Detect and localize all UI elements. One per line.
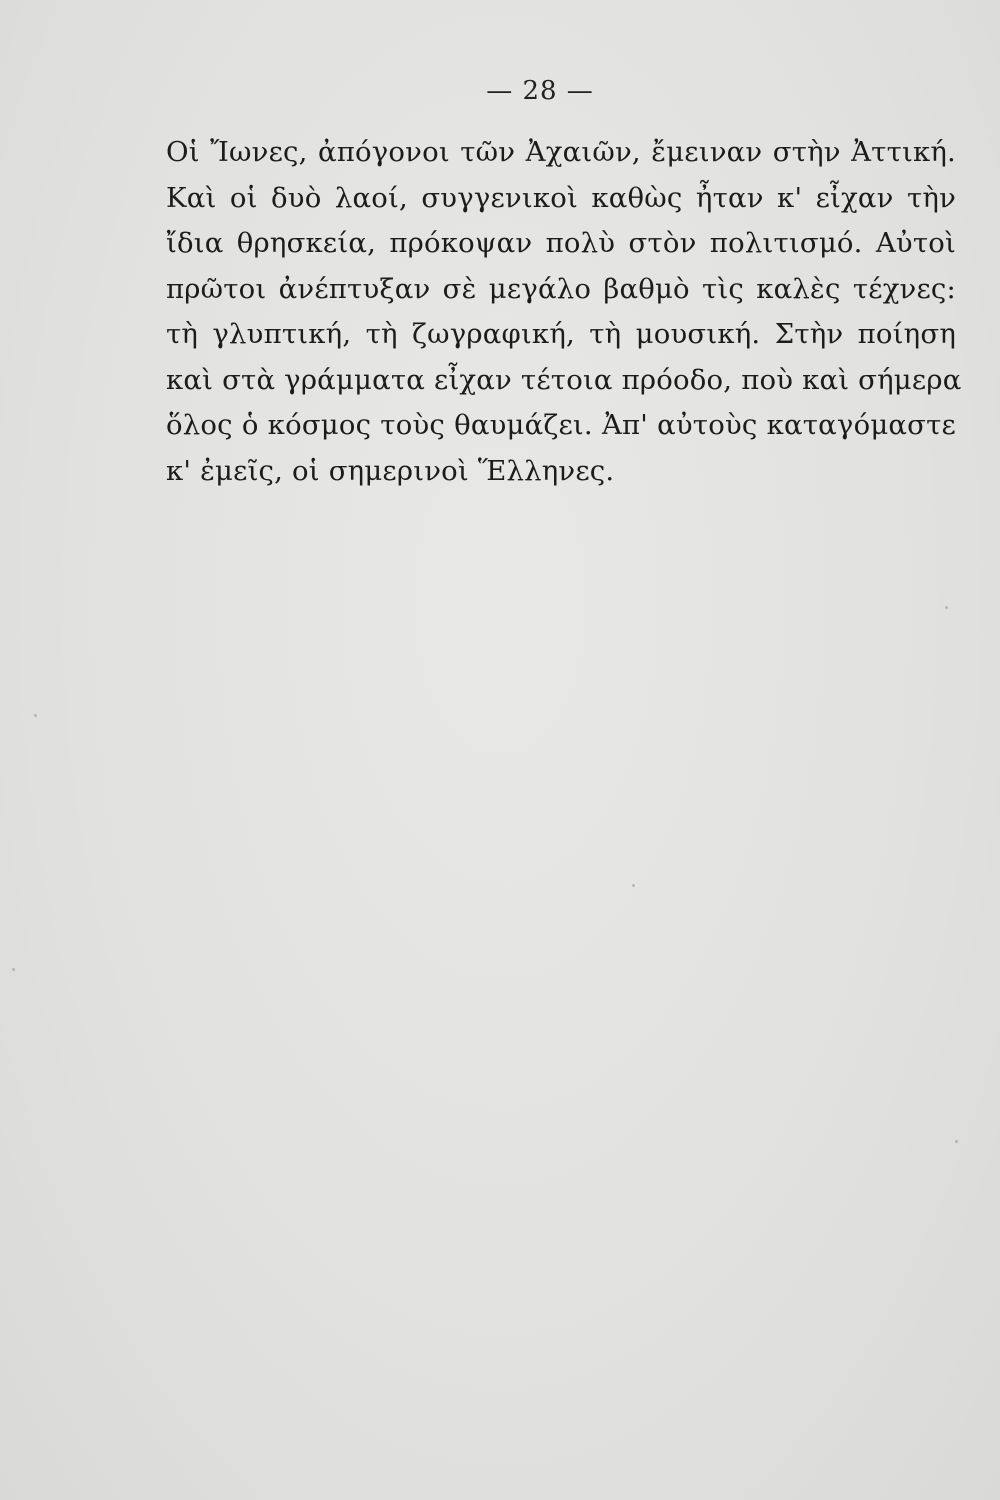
text-line: ἴδια θρησκεία, πρόκοψαν πολὺ στὸν πολιτισμό. Αὐτοὶ [166, 227, 956, 259]
body-paragraph [166, 130, 962, 494]
text-line: κ' ἐμεῖς, οἱ σημερινοὶ Ἕλληνες. [166, 454, 615, 487]
text-line: Καὶ οἱ δυὸ λαοί, συγγενικοὶ καθὼς ἦταν κ' εἶχαν τὴν [166, 181, 956, 214]
paper-speck [632, 884, 635, 887]
paper-speck [945, 606, 948, 609]
text-line: ὅλος ὁ κόσμος τοὺς θαυμάζει. Ἀπ' αὐτοὺς καταγόμαστε [166, 409, 956, 441]
text-line: πρῶτοι ἀνέπτυξαν σὲ μεγάλο βαθμὸ τὶς καλὲς τέχνες: [166, 272, 956, 305]
paper-speck [12, 968, 15, 971]
text-line: Οἱ Ἴωνες, ἀπόγονοι τῶν Ἀχαιῶν, ἔμειναν στὴν Ἀττική. [166, 136, 956, 168]
text-line: καὶ στὰ γράμματα εἶχαν τέτοια πρόοδο, ποὺ καὶ σήμερα [166, 363, 962, 396]
paper-speck [955, 1140, 958, 1143]
paper-speck [34, 714, 37, 717]
page-number: — 28 — [486, 76, 594, 106]
text-line: τὴ γλυπτική, τὴ ζωγραφική, τὴ μουσική. Στὴν ποίηση [166, 318, 956, 350]
